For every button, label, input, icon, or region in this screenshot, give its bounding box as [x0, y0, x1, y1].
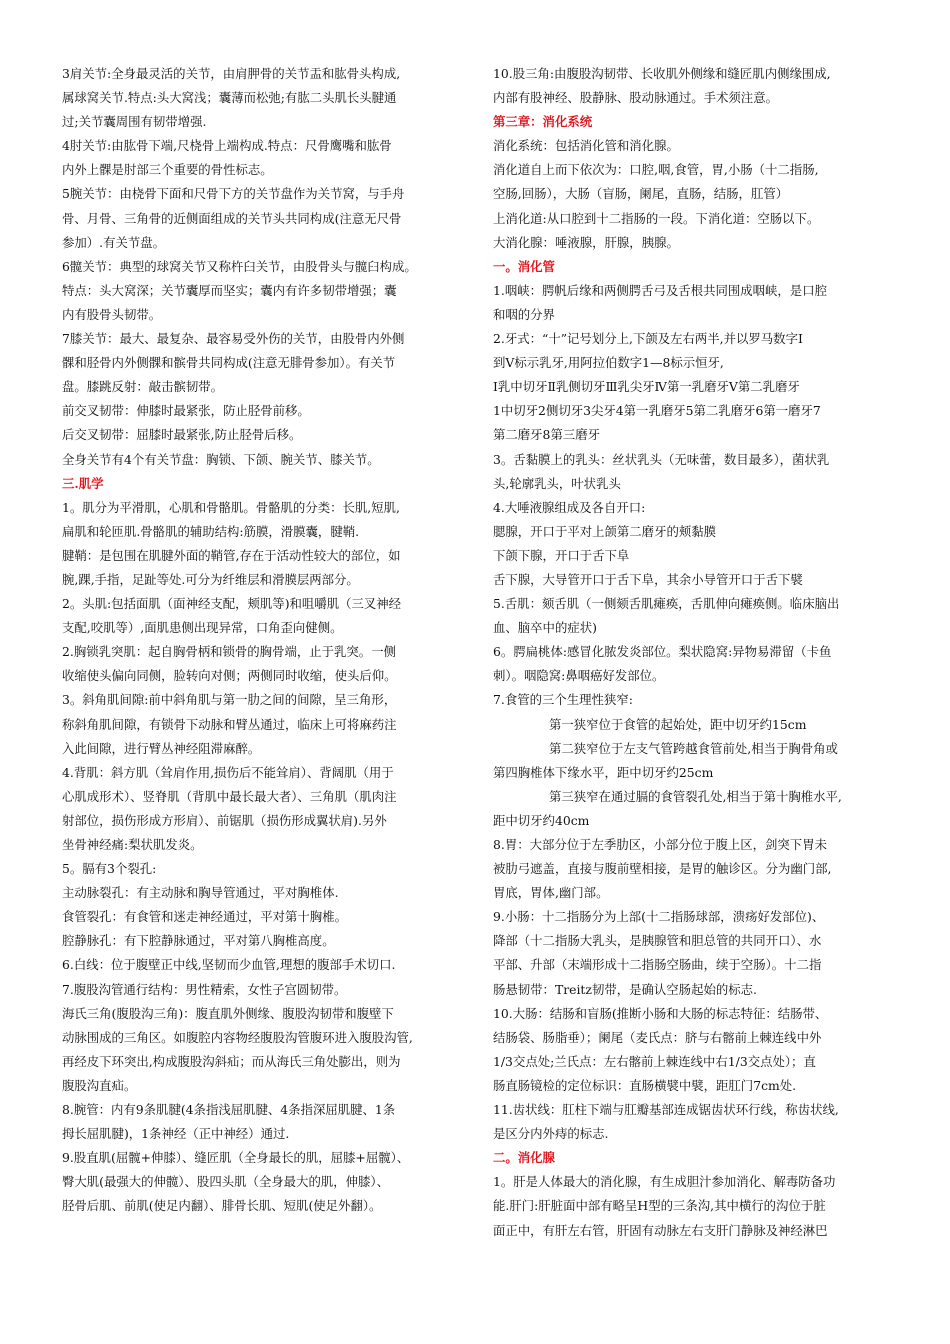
text-line: 第二狭窄位于左支气管跨越食管前处,相当于胸骨角或 — [549, 740, 838, 756]
text-line: 2.胸锁乳突肌：起自胸骨柄和锁骨的胸骨端，止于乳突。一侧 — [62, 644, 396, 660]
text-line: 7膝关节：最大、最复杂、最容易受外伤的关节，由股骨内外侧 — [62, 331, 405, 347]
text-line: 拇长屈肌腱)，1条神经（正中神经）通过. — [62, 1126, 290, 1142]
text-line: 5.舌肌：颏舌肌（一侧颏舌肌瘫痪，舌肌伸向瘫痪侧。临床脑出 — [493, 596, 840, 612]
section-heading: 第三章：消化系统 — [493, 114, 593, 130]
text-line: 结肠袋、肠脂垂）；阑尾（麦氏点：脐与右髂前上棘连线中外 — [493, 1029, 822, 1045]
text-line: 距中切牙约40cm — [493, 812, 590, 828]
text-line: 胃底，胃体,幽门部。 — [493, 885, 609, 901]
text-line: 前交叉韧带：伸膝时最紧张，防止胫骨前移。 — [62, 403, 310, 419]
text-line: 8.胃：大部分位于左季肋区，小部分位于腹上区，剑突下胃未 — [493, 837, 827, 852]
text-line: 腹股沟直疝。 — [62, 1077, 137, 1093]
text-line: 是区分内外痔的标志. — [493, 1126, 609, 1142]
text-line: 消化系统：包括消化管和消化腺。 — [493, 138, 679, 154]
text-line: 肠直肠镜检的定位标识：直肠横襞中襞，距肛门7cm处. — [493, 1077, 797, 1093]
text-line: 能.肝门:肝脏面中部有略呈H型的三条沟,其中横行的沟位于脏 — [493, 1198, 826, 1214]
text-line: 5。膈有3个裂孔: — [62, 861, 157, 877]
text-line: 腔静脉孔：有下腔静脉通过，平对第八胸椎高度。 — [62, 933, 335, 949]
text-line: Ⅰ乳中切牙Ⅱ乳侧切牙Ⅲ乳尖牙Ⅳ第一乳磨牙Ⅴ第二乳磨牙 — [493, 379, 800, 395]
text-line: 海氏三角(腹股沟三角)：腹直肌外侧缘、腹股沟韧带和腹壁下 — [62, 1005, 394, 1021]
text-line: 面正中，有肝左右管，肝固有动脉左右支肝门静脉及神经淋巴 — [493, 1222, 828, 1238]
text-line: 8.腕管：内有9条肌腱(4条指浅屈肌腱、4条指深屈肌腱、1条 — [62, 1102, 396, 1118]
text-line: 内外上髁是肘部三个重要的骨性标志。 — [62, 162, 273, 178]
text-line: 平部、升部（末端形成十二指肠空肠曲，续于空肠）。十二指 — [493, 957, 822, 973]
text-line: 盘。膝跳反射：敲击髌韧带。 — [62, 379, 224, 395]
right-column — [493, 62, 893, 1243]
text-line: 4.大唾液腺组成及各自开口: — [493, 499, 646, 515]
text-line: 再经皮下环突出,构成腹股沟斜疝；而从海氏三角处膨出，则为 — [62, 1053, 401, 1069]
text-line: 和咽的分界 — [493, 306, 555, 322]
section-heading: 二。消化腺 — [493, 1150, 555, 1166]
text-line: 食管裂孔：有食管和迷走神经通过，平对第十胸椎。 — [62, 909, 347, 925]
text-line: 3。斜角肌间隙:前中斜角肌与第一肋之间的间隙，呈三角形， — [62, 692, 397, 708]
text-line: 称斜角肌间隙，有锁骨下动脉和臂丛通过，临床上可将麻药注 — [62, 716, 397, 732]
text-line: 6.白线：位于腹壁正中线,坚韧而少血管,理想的腹部手术切口. — [62, 957, 396, 973]
text-line: 1。肝是人体最大的消化腺，有生成胆汁参加消化、解毒防备功 — [493, 1174, 836, 1190]
text-line: 动脉围成的三角区。如腹腔内容物经腹股沟管腹环进入腹股沟管, — [62, 1029, 413, 1045]
text-line: 第四胸椎体下缘水平，距中切牙约25cm — [493, 764, 714, 780]
text-line: 4肘关节:由肱骨下端,尺桡骨上端构成.特点：尺骨鹰嘴和肱骨 — [62, 138, 392, 154]
text-line: 到Ⅴ标示乳牙,用阿拉伯数字1—8标示恒牙, — [493, 355, 724, 371]
text-line: 大消化腺：唾液腺，肝腺，胰腺。 — [493, 234, 679, 250]
text-line: 7.食管的三个生理性狭窄: — [493, 692, 633, 708]
text-line: 腮腺，开口于平对上颌第二磨牙的颊黏膜 — [493, 523, 717, 539]
text-line: 9.小肠：十二指肠分为上部(十二指肠球部，溃疡好发部位)、 — [493, 909, 825, 925]
text-line: 3。舌黏膜上的乳头：丝状乳头（无味蕾，数目最多），菌状乳 — [493, 451, 830, 467]
text-line: 主动脉裂孔：有主动脉和胸导管通过，平对胸椎体. — [62, 885, 339, 901]
text-line: 收缩使头偏向同侧，脸转向对侧；两侧同时收缩，使头后仰。 — [62, 668, 397, 684]
text-line: 10.股三角:由腹股沟韧带、长收肌外侧缘和缝匠肌内侧缘围成, — [493, 66, 831, 81]
text-line: 胫骨后肌、前肌(使足内翻）、腓骨长肌、短肌(使足外翻）。 — [62, 1198, 382, 1214]
text-line: 心肌成形术）、竖脊肌（背肌中最长最大者）、三角肌（肌肉注 — [62, 788, 397, 804]
text-line: 头,轮廓乳头，叶状乳头 — [493, 475, 621, 491]
text-line: 6。腭扁桃体:感冒化脓发炎部位。梨状隐窝:异物易滞留（卡鱼 — [493, 644, 832, 660]
text-line: 腱鞘：是包围在肌腱外面的鞘管,存在于活动性较大的部位，如 — [62, 547, 401, 563]
text-line: 臀大肌(最强大的伸髋）、股四头肌（全身最大的肌，伸膝）、 — [62, 1174, 389, 1190]
text-line: 支配,咬肌等）,面肌患侧出现异常，口角歪向健侧。 — [62, 620, 343, 636]
text-line: 7.腹股沟管通行结构：男性精索，女性子宫圆韧带。 — [62, 981, 347, 997]
text-line: 降部（十二指肠大乳头，是胰腺管和胆总管的共同开口）、水 — [493, 933, 822, 949]
text-line: 髁和胫骨内外侧髁和髌骨共同构成(注意无腓骨参加）。有关节 — [62, 355, 396, 371]
text-line: 肠悬韧带：Treitz韧带，是确认空肠起始的标志. — [493, 981, 757, 997]
text-line: 消化道自上而下依次为：口腔,咽,食管，胃,小肠（十二指肠, — [493, 162, 819, 178]
text-line: 血、脑卒中的症状) — [493, 620, 597, 636]
text-line: 6髋关节：典型的球窝关节又称杵臼关节，由股骨头与髋臼构成。 — [62, 258, 417, 274]
text-line: 2.牙式：“十”记号划分上,下颌及左右两半,并以罗马数字Ⅰ — [493, 331, 803, 347]
text-line: 10.大肠：结肠和盲肠(推断小肠和大肠的标志特征：结肠带、 — [493, 1005, 828, 1021]
text-line: 第三狭窄在通过膈的食管裂孔处,相当于第十胸椎水平, — [549, 788, 842, 804]
text-line: 坐骨神经痛:梨状肌发炎。 — [62, 837, 203, 852]
text-line: 1中切牙2侧切牙3尖牙4第一乳磨牙5第二乳磨牙6第一磨牙7 — [493, 403, 821, 419]
text-line: 1.咽峡：腭帆后缘和两侧腭舌弓及舌根共同围成咽峡，是口腔 — [493, 282, 827, 298]
text-line: 3肩关节:全身最灵活的关节，由肩胛骨的关节盂和肱骨头构成, — [62, 66, 401, 81]
text-line: 刺）。咽隐窝:鼻咽癌好发部位。 — [493, 668, 665, 684]
text-line: 5腕关节：由桡骨下面和尺骨下方的关节盘作为关节窝，与手舟 — [62, 186, 405, 202]
text-line: 入此间隙，进行臂丛神经阻滞麻醉。 — [62, 740, 261, 756]
text-line: 骨、月骨、三角骨的近侧面组成的关节头共同构成(注意无尺骨 — [62, 210, 402, 226]
text-line: 过;关节囊周围有韧带增强. — [62, 114, 207, 130]
text-line: 2。头肌:包括面肌（面神经支配，颊肌等)和咀嚼肌（三叉神经 — [62, 596, 402, 612]
text-line: 被肋弓遮盖，直接与腹前壁相接，是胃的触诊区。分为幽门部, — [493, 861, 832, 877]
text-line: 第一狭窄位于食管的起始处，距中切牙约15cm — [549, 716, 807, 732]
text-line: 1。肌分为平滑肌，心肌和骨骼肌。骨骼肌的分类：长肌,短肌, — [62, 499, 400, 515]
text-line: 内有股骨头韧带。 — [62, 306, 162, 322]
text-line: 11.齿状线：肛柱下端与肛瓣基部连成锯齿状环行线，称齿状线, — [493, 1102, 839, 1118]
text-line: 全身关节有4个有关节盘：胸锁、下颌、腕关节、膝关节。 — [62, 451, 380, 467]
text-line: 舌下腺，大导管开口于舌下阜，其余小导管开口于舌下襞 — [493, 571, 803, 587]
text-line: 属球窝关节.特点:头大窝浅；囊薄而松弛;有肱二头肌长头腱通 — [62, 90, 397, 106]
text-line: 上消化道:从口腔到十二指肠的一段。下消化道：空肠以下。 — [493, 210, 820, 226]
section-heading: 一。消化管 — [493, 258, 555, 274]
text-line: 1/3交点处;兰氏点：左右髂前上棘连线中右1/3交点处）；直 — [493, 1053, 816, 1069]
text-line: 扁肌和轮匝肌.骨骼肌的辅助结构:筋膜，滑膜囊，腱鞘. — [62, 523, 360, 539]
text-line: 射部位，损伤形成方形肩）、前锯肌（损伤形成翼状肩).另外 — [62, 812, 387, 828]
text-line: 特点：头大窝深；关节囊厚而坚实；囊内有许多韧带增强；囊 — [62, 282, 397, 298]
text-line: 内部有股神经、股静脉、股动脉通过。手术须注意。 — [493, 90, 778, 106]
text-line: 参加）.有关节盘。 — [62, 234, 166, 250]
text-line: 9.股直肌(屈髋+伸膝）、缝匠肌（全身最长的肌，屈膝+屈髋）、 — [62, 1150, 410, 1166]
text-line: 空肠,回肠），大肠（盲肠，阑尾，直肠，结肠，肛管） — [493, 186, 789, 202]
text-line: 腕,踝,手指，足趾等处.可分为纤维层和滑膜层两部分。 — [62, 571, 359, 587]
section-heading: 三.肌学 — [62, 475, 104, 491]
text-line: 4.背肌：斜方肌（耸肩作用,损伤后不能耸肩）、背阔肌（用于 — [62, 764, 394, 780]
left-column — [62, 62, 460, 1219]
text-line: 下颌下腺，开口于舌下阜 — [493, 547, 630, 563]
text-line: 第二磨牙8第三磨牙 — [493, 427, 601, 443]
text-line: 后交叉韧带：屈膝时最紧张,防止胫骨后移。 — [62, 427, 302, 443]
